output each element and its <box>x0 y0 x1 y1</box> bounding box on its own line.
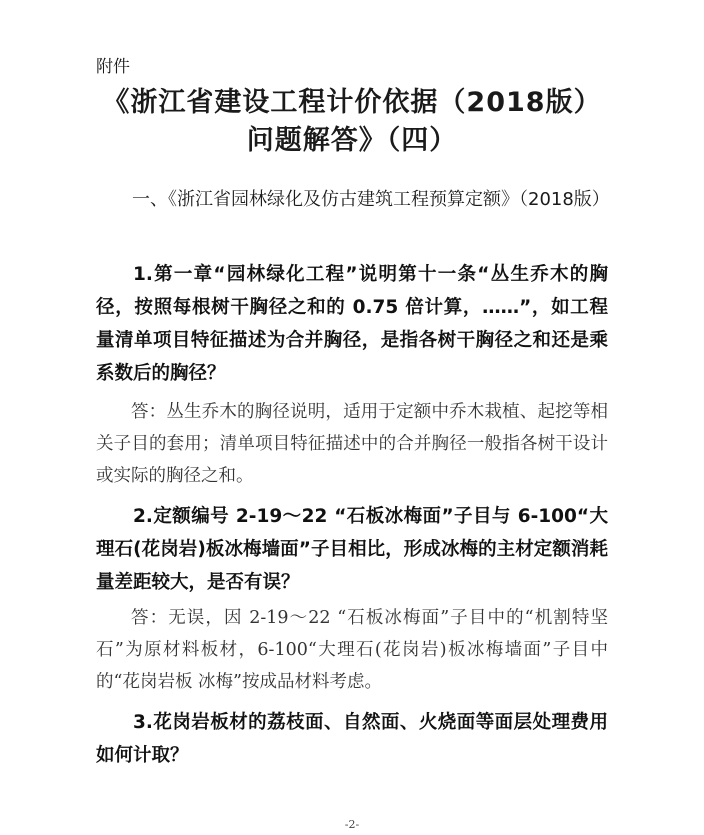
answer-1: 答：丛生乔木的胸径说明，适用于定额中乔木栽植、起挖等相关子目的套用；清单项目特征描述中的合并胸径一般指各树干设计或实际的胸径之和。 <box>96 402 608 486</box>
attachment-label: 附件 <box>96 57 130 77</box>
document-title-line-2: 问题解答》（四） <box>246 125 458 156</box>
document-title-line-1: 《浙江省建设工程计价依据（2018版） <box>102 87 602 118</box>
answer-2: 答：无误，因 2-19～22 “石板冰梅面”子目中的“机割特坚石”为原材料板材，6-100“大理石(花岗岩)板冰梅墙面”子目中的“花岗岩板 冰梅”按成品材料考虑。 <box>96 608 608 692</box>
question-3: 3.花岗岩板材的荔枝面、自然面、火烧面等面层处理费用如何计取？ <box>96 712 608 766</box>
question-2: 2.定额编号 2-19～22 “石板冰梅面”子目与 6-100“大理石(花岗岩)板冰梅墙面”子目相比，形成冰梅的主材定额消耗量差距较大，是否有误？ <box>96 506 608 593</box>
section-heading: 一、《浙江省园林绿化及仿古建筑工程预算定额》（2018版） <box>132 189 610 210</box>
page-number: -2- <box>344 818 360 831</box>
question-1: 1.第一章“园林绿化工程”说明第十一条“丛生乔木的胸径，按照每根树干胸径之和的 0.75 倍计算，……”，如工程量清单项目特征描述为合并胸径，是指各树干胸径之和还是乘系数后的胸径？ <box>96 264 608 384</box>
